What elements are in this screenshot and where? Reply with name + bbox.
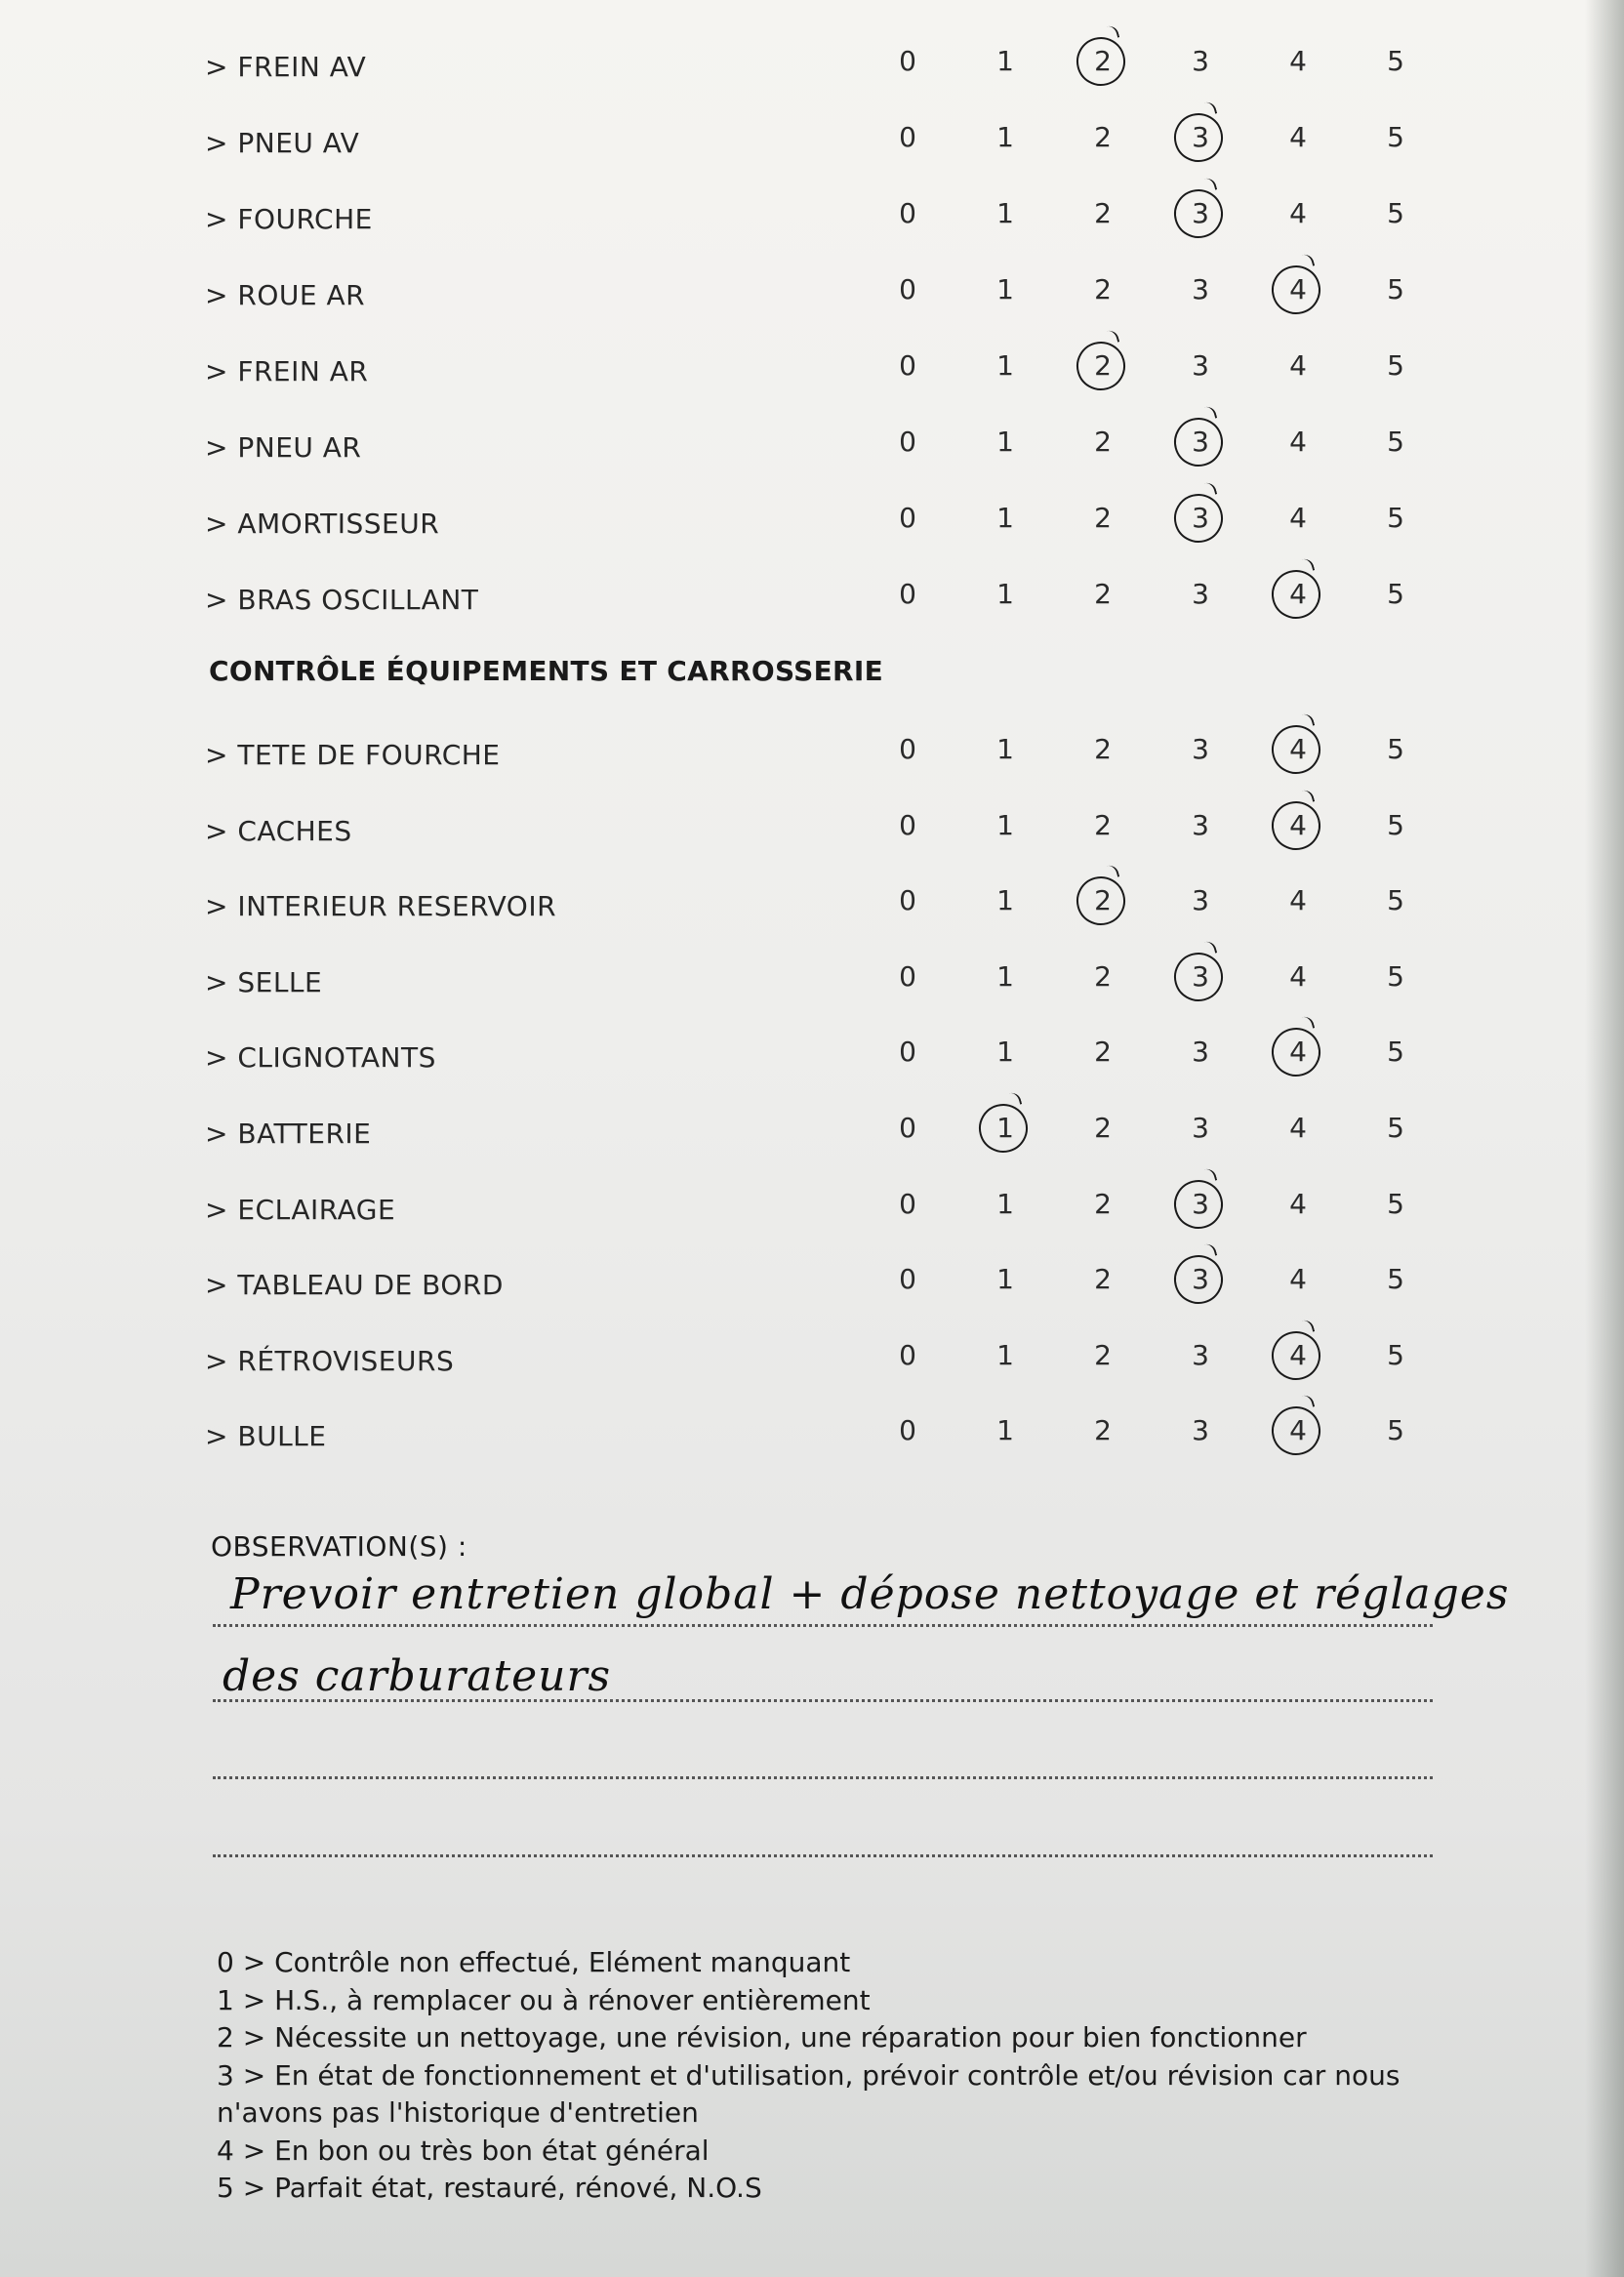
rating-value: 3 [1192,1263,1209,1296]
rating-value: 1 [996,349,1014,382]
rating-option-5 [1376,1263,1415,1295]
checklist-item-label: > TETE DE FOURCHE [205,739,501,771]
checklist-row [205,500,1454,549]
rating-option-5 [1376,1112,1415,1144]
selected-rating-circle [1168,488,1228,548]
rating-option-4 [1279,884,1318,916]
legend-line: 1 > H.S., à remplacer ou à rénover entièrement [217,1983,871,2016]
rating-value: 2 [1094,959,1112,993]
rating-value: 2 [1094,1414,1112,1447]
rating-option-4 [1279,197,1318,229]
checklist-row [205,424,1454,472]
selected-rating-circle [1266,260,1325,319]
rating-option-4 [1279,1263,1318,1295]
rating-option-4 [1279,349,1318,382]
checklist-item-label: > ROUE AR [205,279,366,311]
rating-option-1 [986,960,1025,993]
rating-option-4 [1279,809,1318,841]
checklist-item-label: > CLIGNOTANTS [205,1041,436,1075]
rating-option-0 [888,45,927,77]
rating-option-2 [1083,1414,1122,1446]
rating-option-0 [888,121,927,153]
rating-value: 0 [899,1338,916,1371]
rating-option-3 [1181,884,1220,916]
rating-value: 2 [1094,1263,1112,1296]
rating-option-3 [1181,733,1220,765]
rating-option-1 [986,1339,1025,1371]
rating-option-2 [1083,121,1122,153]
rating-option-5 [1376,960,1415,993]
rating-option-5 [1376,197,1415,229]
rating-option-1 [986,733,1025,765]
checklist-row [205,195,1454,244]
rating-value: 0 [899,349,916,382]
rating-value: 4 [1289,121,1307,153]
checklist-item-label: > BATTERIE [205,1118,372,1150]
rating-option-2 [1083,1188,1122,1220]
rating-value: 3 [1192,959,1209,993]
checklist-row [205,731,1454,780]
rating-value: 2 [1094,808,1112,841]
rating-option-2 [1083,1339,1122,1371]
selected-rating-circle [1168,947,1228,1006]
rating-value: 3 [1192,197,1209,229]
observation-dotted-line [213,1854,1433,1857]
rating-value: 0 [899,808,916,841]
checklist-row [205,43,1454,92]
rating-value: 0 [899,1112,916,1144]
rating-option-3 [1181,121,1220,153]
rating-option-3 [1181,960,1220,993]
rating-value: 2 [1094,578,1112,610]
rating-option-0 [888,273,927,305]
rating-value: 1 [996,426,1014,458]
rating-option-5 [1376,578,1415,610]
rating-option-3 [1181,502,1220,534]
rating-value: 5 [1387,197,1404,229]
rating-option-0 [888,1036,927,1068]
rating-option-5 [1376,45,1415,77]
selected-rating-circle [1168,107,1228,167]
rating-option-0 [888,884,927,916]
rating-option-4 [1279,1339,1318,1371]
rating-value: 3 [1192,273,1209,305]
rating-option-0 [888,578,927,610]
rating-value: 2 [1094,349,1112,382]
rating-option-4 [1279,273,1318,305]
rating-value: 5 [1387,1414,1404,1447]
rating-value: 2 [1094,502,1112,534]
rating-value: 3 [1192,45,1209,77]
rating-option-2 [1083,809,1122,841]
checklist-row [205,1110,1454,1159]
selected-rating-circle [1168,183,1228,243]
rating-option-2 [1083,578,1122,610]
checklist-row [205,576,1454,625]
checklist-item-label: > BULLE [205,1420,327,1453]
rating-option-1 [986,1263,1025,1295]
rating-option-5 [1376,121,1415,153]
rating-option-1 [986,349,1025,382]
rating-option-3 [1181,1339,1220,1371]
selected-rating-circle [1168,1174,1228,1234]
rating-option-3 [1181,197,1220,229]
rating-value: 2 [1094,1112,1112,1144]
rating-option-2 [1083,884,1122,916]
rating-option-1 [986,1188,1025,1220]
selected-rating-circle [1071,872,1130,931]
selected-rating-circle [1266,1023,1325,1082]
rating-option-2 [1083,502,1122,534]
rating-option-4 [1279,733,1318,765]
rating-value: 2 [1094,426,1112,458]
checklist-row [205,958,1454,1007]
legend-line: 0 > Contrôle non effectué, Elément manquant [217,1946,851,1978]
rating-option-1 [986,197,1025,229]
rating-value: 5 [1387,959,1404,993]
rating-value: 4 [1289,1263,1307,1296]
rating-value: 1 [996,884,1014,917]
checklist-item-label: > INTERIEUR RESERVOIR [205,890,557,923]
selected-rating-circle [1266,795,1325,855]
rating-option-3 [1181,45,1220,77]
rating-value: 0 [899,884,916,917]
rating-option-0 [888,502,927,534]
rating-value: 5 [1387,1112,1404,1144]
rating-value: 1 [996,121,1014,153]
rating-value: 4 [1289,45,1307,77]
section-title: CONTRÔLE ÉQUIPEMENTS ET CARROSSERIE [209,655,884,687]
rating-value: 5 [1387,502,1404,534]
observation-handwritten-line-2: des carburateurs [223,1651,612,1701]
rating-option-5 [1376,273,1415,305]
rating-option-1 [986,1112,1025,1144]
rating-value: 1 [996,1263,1014,1296]
rating-option-3 [1181,349,1220,382]
rating-option-1 [986,45,1025,77]
rating-value: 3 [1192,884,1209,917]
legend-line: 3 > En état de fonctionnement et d'utilisation, prévoir contrôle et/ou révision car nous [217,2058,1401,2092]
checklist-row [205,1186,1454,1235]
rating-value: 0 [899,578,916,610]
rating-option-2 [1083,1036,1122,1068]
rating-value: 2 [1094,197,1112,229]
rating-option-5 [1376,426,1415,458]
rating-value: 0 [899,121,916,153]
rating-option-3 [1181,1188,1220,1220]
checklist-row [205,1261,1454,1310]
rating-value: 0 [899,502,916,534]
rating-option-0 [888,1112,927,1144]
rating-value: 2 [1094,884,1112,917]
rating-value: 5 [1387,1187,1404,1220]
rating-value: 4 [1289,1338,1307,1371]
rating-option-2 [1083,960,1122,993]
checklist-item-label: > FREIN AV [205,51,367,83]
rating-value: 3 [1192,121,1209,153]
rating-option-2 [1083,349,1122,382]
rating-value: 0 [899,1187,916,1220]
rating-option-2 [1083,1112,1122,1144]
rating-option-0 [888,809,927,841]
rating-value: 1 [996,1112,1014,1144]
selected-rating-circle [1071,31,1130,91]
rating-value: 4 [1289,578,1307,610]
selected-rating-circle [1168,412,1228,471]
rating-option-4 [1279,502,1318,534]
checklist-row [205,882,1454,931]
rating-option-2 [1083,45,1122,77]
legend-line: 2 > Nécessite un nettoyage, une révision, une réparation pour bien fonctionner [217,2021,1307,2053]
rating-value: 1 [996,1338,1014,1371]
rating-value: 5 [1387,349,1404,382]
checklist-item-label: > ECLAIRAGE [205,1193,396,1226]
rating-value: 3 [1192,502,1209,534]
rating-value: 3 [1192,1036,1209,1069]
checklist-row [205,271,1454,320]
rating-value: 4 [1289,1414,1307,1447]
rating-value: 3 [1192,1112,1209,1144]
rating-value: 2 [1094,45,1112,77]
rating-value: 1 [996,1187,1014,1220]
rating-value: 1 [996,1414,1014,1447]
rating-option-1 [986,809,1025,841]
rating-option-4 [1279,578,1318,610]
rating-option-5 [1376,1414,1415,1446]
rating-value: 5 [1387,1338,1404,1371]
checklist-row [205,807,1454,856]
rating-option-2 [1083,426,1122,458]
rating-option-4 [1279,1414,1318,1446]
selected-rating-circle [1266,719,1325,779]
selected-rating-circle [1266,1325,1325,1385]
selected-rating-circle [973,1098,1033,1158]
rating-value: 1 [996,1036,1014,1069]
rating-value: 4 [1289,884,1307,917]
rating-value: 3 [1192,426,1209,458]
rating-option-5 [1376,349,1415,382]
checklist-row [205,1412,1454,1461]
rating-value: 1 [996,45,1014,77]
rating-option-0 [888,1414,927,1446]
observation-dotted-line [213,1624,1433,1627]
rating-value: 0 [899,733,916,765]
checklist-item-label: > FOURCHE [205,203,373,235]
rating-legend [217,1944,1466,2208]
legend-line: 4 > En bon ou très bon état général [217,2134,710,2167]
rating-option-1 [986,578,1025,610]
rating-value: 4 [1289,959,1307,993]
rating-value: 2 [1094,1036,1112,1069]
rating-value: 1 [996,502,1014,534]
observation-dotted-line [213,1699,1433,1702]
checklist-row [205,1034,1454,1082]
rating-value: 1 [996,733,1014,765]
rating-value: 4 [1289,1187,1307,1220]
rating-option-0 [888,1263,927,1295]
rating-value: 3 [1192,349,1209,382]
rating-value: 4 [1289,1036,1307,1069]
checklist-row [205,119,1454,168]
rating-option-0 [888,426,927,458]
rating-value: 3 [1192,733,1209,765]
rating-option-1 [986,273,1025,305]
rating-option-4 [1279,45,1318,77]
rating-value: 4 [1289,808,1307,841]
checklist-item-label: > PNEU AV [205,127,360,159]
rating-value: 5 [1387,426,1404,458]
checklist-item-label: > TABLEAU DE BORD [205,1269,504,1302]
rating-value: 4 [1289,733,1307,765]
rating-option-4 [1279,960,1318,993]
rating-value: 5 [1387,733,1404,765]
rating-value: 3 [1192,1414,1209,1447]
rating-option-5 [1376,502,1415,534]
page-shadow [1585,0,1624,2277]
rating-value: 4 [1289,426,1307,458]
legend-line: n'avons pas l'historique d'entretien [217,2096,699,2129]
rating-option-0 [888,197,927,229]
rating-option-0 [888,960,927,993]
rating-option-4 [1279,426,1318,458]
checklist-item-label: > PNEU AR [205,431,362,464]
selected-rating-circle [1168,1250,1228,1310]
rating-option-2 [1083,733,1122,765]
rating-option-1 [986,426,1025,458]
rating-option-3 [1181,426,1220,458]
checklist-item-label: > FREIN AR [205,355,369,387]
rating-value: 5 [1387,1263,1404,1296]
rating-value: 3 [1192,1338,1209,1371]
rating-value: 0 [899,45,916,77]
checklist-item-label: > AMORTISSEUR [205,508,440,540]
observation-dotted-line [213,1776,1433,1779]
rating-value: 5 [1387,884,1404,917]
rating-value: 2 [1094,733,1112,765]
rating-value: 0 [899,197,916,229]
rating-option-5 [1376,1036,1415,1068]
observations-title: OBSERVATION(S) : [211,1530,467,1563]
checklist-row [205,347,1454,396]
checklist-item-label: > BRAS OSCILLANT [205,584,479,616]
rating-option-5 [1376,809,1415,841]
selected-rating-circle [1266,1402,1325,1461]
rating-option-5 [1376,884,1415,916]
rating-option-4 [1279,1036,1318,1068]
rating-value: 1 [996,959,1014,993]
rating-option-0 [888,349,927,382]
rating-option-3 [1181,273,1220,305]
rating-value: 5 [1387,273,1404,305]
rating-option-3 [1181,1112,1220,1144]
rating-value: 2 [1094,1187,1112,1220]
rating-value: 5 [1387,1036,1404,1069]
rating-option-2 [1083,273,1122,305]
rating-value: 5 [1387,121,1404,153]
rating-value: 2 [1094,273,1112,305]
rating-option-1 [986,884,1025,916]
rating-option-0 [888,1339,927,1371]
rating-option-4 [1279,121,1318,153]
rating-option-0 [888,1188,927,1220]
rating-value: 1 [996,273,1014,305]
rating-option-3 [1181,578,1220,610]
checklist-item-label: > CACHES [205,814,352,847]
rating-option-0 [888,733,927,765]
rating-value: 0 [899,273,916,305]
rating-option-5 [1376,1188,1415,1220]
checklist-item-label: > SELLE [205,965,323,998]
rating-option-4 [1279,1112,1318,1144]
rating-option-3 [1181,1036,1220,1068]
rating-value: 4 [1289,1112,1307,1144]
rating-option-1 [986,1414,1025,1446]
selected-rating-circle [1266,564,1325,624]
rating-value: 1 [996,808,1014,841]
rating-option-4 [1279,1188,1318,1220]
rating-option-3 [1181,809,1220,841]
selected-rating-circle [1071,336,1130,395]
rating-option-5 [1376,1339,1415,1371]
rating-option-2 [1083,1263,1122,1295]
rating-option-1 [986,121,1025,153]
rating-value: 2 [1094,121,1112,153]
rating-option-5 [1376,733,1415,765]
rating-value: 0 [899,1263,916,1296]
rating-option-1 [986,502,1025,534]
rating-option-1 [986,1036,1025,1068]
rating-option-3 [1181,1263,1220,1295]
rating-value: 0 [899,1036,916,1069]
rating-value: 2 [1094,1338,1112,1371]
rating-option-2 [1083,197,1122,229]
observation-handwritten-line-1: Prevoir entretien global + dépose nettoyage et réglages [230,1569,1510,1619]
rating-value: 4 [1289,273,1307,305]
rating-value: 3 [1192,578,1209,610]
rating-value: 4 [1289,197,1307,229]
rating-value: 5 [1387,578,1404,610]
rating-value: 5 [1387,808,1404,841]
rating-value: 0 [899,959,916,993]
legend-line: 5 > Parfait état, restauré, rénové, N.O.S [217,2172,762,2204]
rating-value: 4 [1289,349,1307,382]
checklist-item-label: > RÉTROVISEURS [205,1344,455,1377]
rating-value: 1 [996,197,1014,229]
rating-value: 5 [1387,45,1404,77]
rating-value: 0 [899,426,916,458]
rating-value: 0 [899,1414,916,1447]
rating-value: 3 [1192,1187,1209,1220]
checklist-row [205,1337,1454,1386]
rating-value: 1 [996,578,1014,610]
rating-option-3 [1181,1414,1220,1446]
rating-value: 3 [1192,808,1209,841]
rating-value: 4 [1289,502,1307,534]
